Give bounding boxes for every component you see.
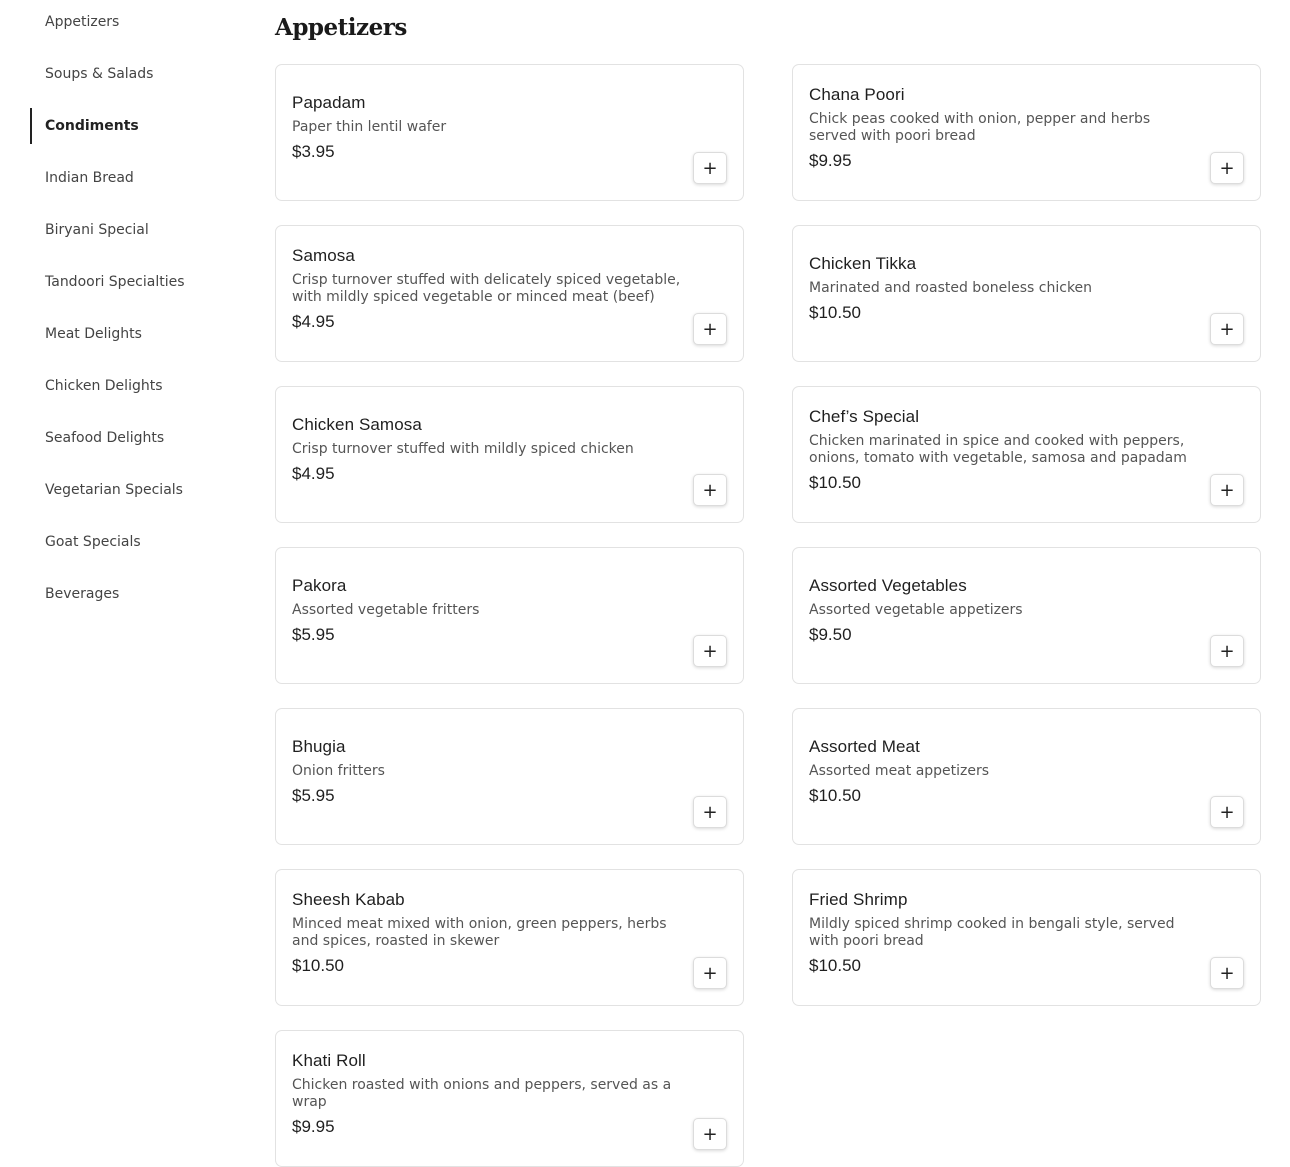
sidebar-item-biryani-special[interactable]: Biryani Special (45, 222, 149, 238)
menu-item-card (275, 1030, 744, 1167)
plus-icon: + (1219, 801, 1235, 823)
add-to-cart-button[interactable] (1210, 635, 1244, 667)
sidebar-item-tandoori-specialties[interactable]: Tandoori Specialties (45, 274, 185, 290)
menu-item-card (275, 225, 744, 362)
menu-item-card (275, 869, 744, 1006)
menu-item-description: Crisp turnover stuffed with mildly spiced chicken (292, 441, 634, 457)
menu-item-price: $3.95 (292, 142, 335, 161)
menu-item-price: $4.95 (292, 311, 335, 331)
menu-item-name: Sheesh Kabab (292, 889, 405, 909)
plus-icon: + (702, 157, 718, 179)
menu-item-description: Chick peas cooked with onion, pepper and herbs served with poori bread (809, 110, 1151, 144)
add-to-cart-button[interactable] (1210, 474, 1244, 506)
plus-icon: + (1219, 479, 1235, 501)
plus-icon: + (702, 640, 718, 662)
menu-item-card (792, 547, 1261, 684)
menu-item-description: Chicken marinated in spice and cooked with peppers, onions, tomato with vegetable, samosa and papadam (809, 432, 1187, 466)
menu-item-name: Chicken Tikka (809, 254, 917, 273)
add-to-cart-button[interactable] (1210, 313, 1244, 345)
add-to-cart-button[interactable] (693, 313, 727, 345)
sidebar-item-meat-delights[interactable]: Meat Delights (45, 326, 142, 342)
menu-item-price: $10.50 (809, 303, 861, 322)
menu-item-description: Chicken roasted with onions and peppers, served as a wrap (292, 1076, 672, 1110)
sidebar-item-seafood-delights[interactable]: Seafood Delights (45, 430, 165, 446)
plus-icon: + (702, 318, 718, 340)
menu-item-card (792, 869, 1261, 1006)
menu-item-name: Assorted Meat (809, 737, 920, 756)
menu-item-price: $4.95 (292, 464, 335, 483)
plus-icon: + (702, 801, 718, 823)
plus-icon: + (1219, 318, 1235, 340)
plus-icon: + (702, 479, 718, 501)
section-title: Appetizers (275, 14, 407, 41)
menu-item-card (792, 225, 1261, 362)
menu-item-card (275, 708, 744, 845)
add-to-cart-button[interactable] (693, 796, 727, 828)
sidebar-item-beverages[interactable]: Beverages (45, 586, 120, 602)
plus-icon: + (1219, 640, 1235, 662)
add-to-cart-button[interactable] (693, 957, 727, 989)
plus-icon: + (702, 962, 718, 984)
menu-item-name: Assorted Vegetables (809, 576, 967, 595)
menu-item-description: Assorted meat appetizers (809, 763, 990, 779)
menu-item-price: $5.95 (292, 625, 335, 644)
menu-item-description: Marinated and roasted boneless chicken (809, 280, 1093, 296)
menu-item-description: Assorted vegetable appetizers (809, 602, 1023, 618)
sidebar-item-soups-salads[interactable]: Soups & Salads (45, 66, 154, 82)
menu-item-price: $9.95 (809, 150, 852, 170)
add-to-cart-button[interactable] (1210, 152, 1244, 184)
plus-icon: + (1219, 157, 1235, 179)
sidebar-item-condiments[interactable]: Condiments (30, 108, 230, 144)
menu-item-description: Crisp turnover stuffed with delicately spiced vegetable, with mildly spiced vegetable or minced meat (beef) (292, 271, 681, 305)
menu-item-name: Samosa (292, 245, 355, 265)
sidebar-item-appetizers[interactable]: Appetizers (45, 14, 120, 30)
menu-item-name: Chicken Samosa (292, 415, 422, 434)
menu-item-name: Pakora (292, 576, 347, 595)
menu-item-price: $10.50 (809, 786, 861, 805)
sidebar-item-vegetarian-specials[interactable]: Vegetarian Specials (45, 482, 183, 498)
menu-item-description: Paper thin lentil wafer (292, 119, 447, 135)
menu-item-name: Bhugia (292, 737, 346, 756)
menu-item-price: $5.95 (292, 786, 335, 805)
menu-item-card (792, 708, 1261, 845)
menu-item-card (275, 386, 744, 523)
sidebar-item-chicken-delights[interactable]: Chicken Delights (45, 378, 163, 394)
menu-item-price: $10.50 (809, 955, 861, 975)
menu-item-description: Assorted vegetable fritters (292, 602, 480, 618)
menu-item-price: $9.95 (292, 1116, 335, 1136)
add-to-cart-button[interactable] (1210, 957, 1244, 989)
menu-item-name: Papadam (292, 93, 366, 112)
menu-item-card (275, 547, 744, 684)
menu-item-name: Khati Roll (292, 1050, 366, 1070)
plus-icon: + (702, 1123, 718, 1145)
menu-item-card (792, 386, 1261, 523)
menu-item-card (275, 64, 744, 201)
add-to-cart-button[interactable] (693, 152, 727, 184)
add-to-cart-button[interactable] (1210, 796, 1244, 828)
menu-item-price: $10.50 (809, 472, 861, 492)
sidebar-item-indian-bread[interactable]: Indian Bread (45, 170, 134, 186)
menu-item-description: Onion fritters (292, 763, 385, 779)
plus-icon: + (1219, 962, 1235, 984)
sidebar-item-goat-specials[interactable]: Goat Specials (45, 534, 141, 550)
menu-item-card (792, 64, 1261, 201)
add-to-cart-button[interactable] (693, 1118, 727, 1150)
add-to-cart-button[interactable] (693, 635, 727, 667)
menu-item-name: Chef’s Special (809, 406, 920, 426)
menu-grid (275, 64, 1261, 1167)
menu-item-description: Minced meat mixed with onion, green peppers, herbs and spices, roasted in skewer (292, 915, 667, 949)
add-to-cart-button[interactable] (693, 474, 727, 506)
menu-item-name: Chana Poori (809, 84, 905, 104)
menu-item-price: $10.50 (292, 955, 344, 975)
menu-item-description: Mildly spiced shrimp cooked in bengali style, served with poori bread (809, 915, 1175, 949)
menu-item-name: Fried Shrimp (809, 889, 908, 909)
menu-item-price: $9.50 (809, 625, 852, 644)
